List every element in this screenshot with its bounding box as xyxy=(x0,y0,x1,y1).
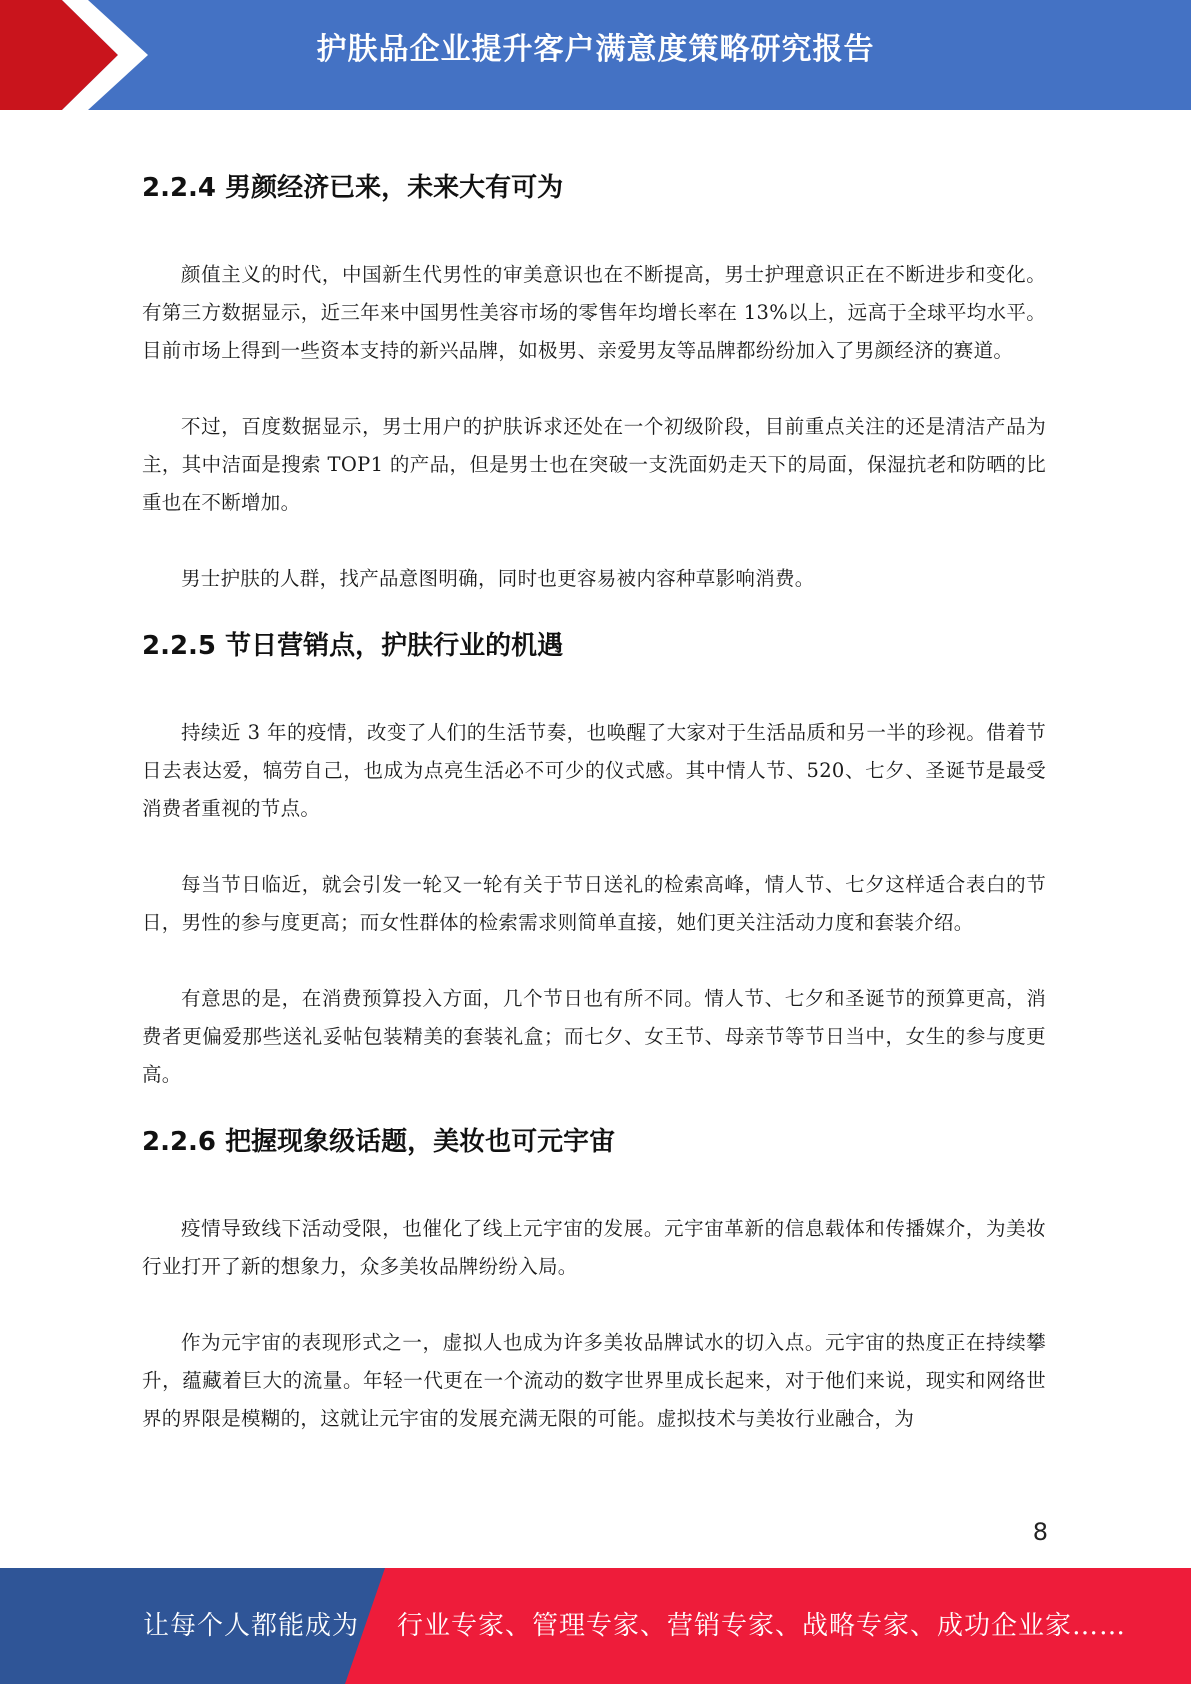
footer-banner xyxy=(0,1568,1191,1684)
footer-slogan-left: 让每个人都能成为 xyxy=(143,1611,360,1641)
section-heading-2-2-4: 2.2.4 男颜经济已来，未来大有可为 xyxy=(142,173,564,203)
paragraph: 每当节日临近，就会引发一轮又一轮有关于节日送礼的检索高峰，情人节、七夕这样适合表白的节日，男性的参与度更高；而女性群体的检索需求则简单直接，她们更关注活动力度和套装介绍。 xyxy=(142,873,1046,934)
paragraph: 有意思的是，在消费预算投入方面，几个节日也有所不同。情人节、七夕和圣诞节的预算更高，消费者更偏爱那些送礼妥帖包装精美的套装礼盒；而七夕、女王节、母亲节等节日当中，女生的参与度更高。 xyxy=(142,987,1046,1086)
paragraph: 男士护肤的人群，找产品意图明确，同时也更容易被内容种草影响消费。 xyxy=(181,567,815,590)
footer-slogan-right: 行业专家、管理专家、营销专家、战略专家、成功企业家…… xyxy=(397,1611,1127,1641)
section-heading-2-2-5: 2.2.5 节日营销点，护肤行业的机遇 xyxy=(142,631,564,661)
paragraph: 持续近 3 年的疫情，改变了人们的生活节奏，也唤醒了大家对于生活品质和另一半的珍视。借着节日去表达爱，犒劳自己，也成为点亮生活必不可少的仪式感。其中情人节、520、七夕、圣诞节是最受消费者重视的节点。 xyxy=(142,721,1046,820)
section-heading-2-2-6: 2.2.6 把握现象级话题，美妆也可元宇宙 xyxy=(142,1127,616,1157)
paragraph: 疫情导致线下活动受限，也催化了线上元宇宙的发展。元宇宙革新的信息载体和传播媒介，为美妆行业打开了新的想象力，众多美妆品牌纷纷入局。 xyxy=(142,1217,1046,1278)
paragraph: 作为元宇宙的表现形式之一，虚拟人也成为许多美妆品牌试水的切入点。元宇宙的热度正在持续攀升，蕴藏着巨大的流量。年轻一代更在一个流动的数字世界里成长起来，对于他们来说，现实和网络世界的界限是模糊的，这就让元宇宙的发展充满无限的可能。虚拟技术与美妆行业融合，为 xyxy=(142,1331,1046,1430)
paragraph: 颜值主义的时代，中国新生代男性的审美意识也在不断提高，男士护理意识正在不断进步和变化。有第三方数据显示，近三年来中国男性美容市场的零售年均增长率在 13%以上，远高于全球平均水平。目前市场上得到一些资本支持的新兴品牌，如极男、亲爱男友等品牌都纷纷加入了男颜经济的赛道。 xyxy=(142,263,1046,362)
document-body xyxy=(142,160,1046,1476)
header-banner xyxy=(0,0,1191,110)
paragraph: 不过，百度数据显示，男士用户的护肤诉求还处在一个初级阶段，目前重点关注的还是清洁产品为主，其中洁面是搜索 TOP1 的产品，但是男士也在突破一支洗面奶走天下的局面，保湿抗老和防晒的比重也在不断增加。 xyxy=(142,415,1046,514)
page-number: 8 xyxy=(1032,1518,1048,1546)
report-title: 护肤品企业提升客户满意度策略研究报告 xyxy=(316,32,875,67)
